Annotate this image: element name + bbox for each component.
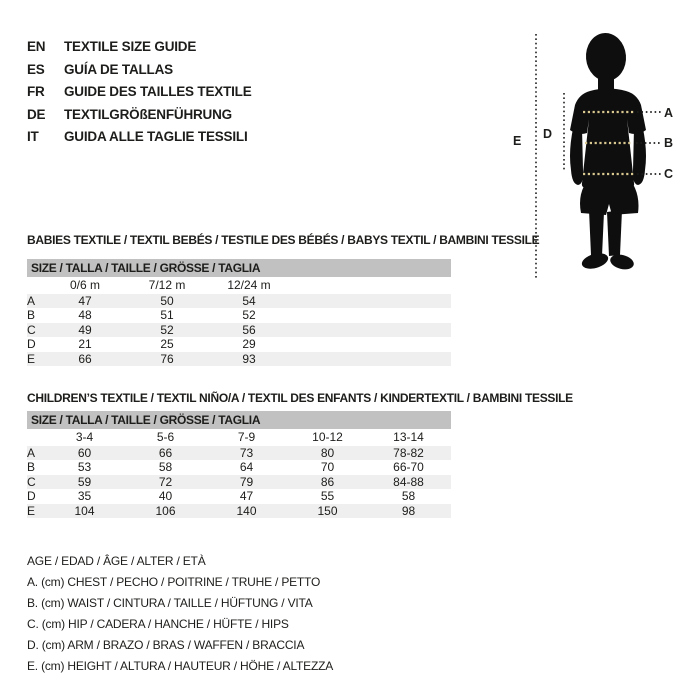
size-value: 79 — [206, 475, 287, 489]
table-row-d — [27, 337, 451, 351]
column-header: 5-6 — [156, 430, 175, 444]
column-header: 13-14 — [393, 430, 424, 444]
filler-cell — [449, 446, 451, 460]
size-value: 150 — [287, 504, 368, 518]
children-section-title: CHILDREN’S TEXTILE / TEXTIL NIÑO/A / TEXTIL DES ENFANTS / KINDERTEXTIL / BAMBINI TESSILE — [27, 391, 573, 405]
language-title-row — [27, 126, 252, 149]
size-value: 93 — [208, 352, 290, 366]
table-row-b — [27, 460, 451, 474]
column-header: 7-9 — [237, 430, 256, 444]
language-title-row — [27, 59, 252, 82]
size-value: 98 — [368, 504, 449, 518]
size-value: 35 — [77, 489, 92, 504]
language-title-row — [27, 81, 252, 104]
legend-item: D. (cm) ARM / BRAZO / BRAS / WAFFEN / BRACCIA — [27, 638, 305, 652]
column-header: 0/6 m — [69, 278, 100, 292]
filler-cell — [290, 352, 451, 366]
left-arm-shape — [570, 124, 583, 185]
row-label: C — [27, 323, 44, 337]
children-size-header-bar: SIZE / TALLA / TAILLE / GRÖSSE / TAGLIA — [27, 411, 451, 429]
legend-item: C. (cm) HIP / CADERA / HANCHE / HÜFTE / HIPS — [27, 617, 289, 631]
language-title: GUÍA DE TALLAS — [64, 61, 173, 77]
children-size-table — [27, 411, 451, 518]
language-code: IT — [27, 129, 39, 144]
filler-column — [449, 429, 451, 446]
size-value: 58 — [401, 489, 416, 504]
row-label: D — [27, 489, 36, 504]
filler-cell — [290, 337, 451, 351]
filler-column — [290, 277, 451, 294]
row-label: E — [27, 504, 44, 518]
row-label: D — [27, 337, 36, 352]
language-code: ES — [27, 61, 45, 77]
size-value: 55 — [320, 489, 335, 504]
size-value: 56 — [208, 323, 290, 337]
size-value: 25 — [160, 337, 174, 352]
size-value: 64 — [239, 460, 254, 475]
size-value: 104 — [44, 504, 125, 518]
column-header: 3-4 — [75, 430, 94, 444]
size-value: 66 — [125, 446, 206, 460]
row-label-column-spacer — [27, 277, 44, 294]
size-value: 29 — [242, 337, 256, 352]
table-row-a — [27, 446, 451, 460]
size-value: 73 — [206, 446, 287, 460]
row-label: E — [27, 352, 44, 366]
table-row-c — [27, 475, 451, 489]
measure-label-b: B — [664, 136, 674, 150]
size-value: 51 — [160, 308, 174, 323]
table-row-e — [27, 504, 451, 518]
table-row-e — [27, 352, 451, 366]
babies-section-title: BABIES TEXTILE / TEXTIL BEBÉS / TESTILE DES BÉBÉS / BABYS TEXTIL / BAMBINI TESSILE — [27, 233, 540, 247]
size-value: 60 — [44, 446, 125, 460]
column-header: 7/12 m — [148, 278, 186, 292]
language-title-row — [27, 104, 252, 127]
filler-cell — [449, 460, 451, 474]
filler-cell — [290, 323, 451, 337]
filler-cell — [290, 308, 451, 322]
legend-item-list — [27, 572, 333, 677]
row-label: B — [27, 460, 36, 475]
babies-size-header-bar: SIZE / TALLA / TAILLE / GRÖSSE / TAGLIA — [27, 259, 451, 277]
right-leg-shape — [607, 210, 622, 256]
child-silhouette — [570, 31, 646, 271]
size-value: 84-88 — [368, 475, 449, 489]
language-title: GUIDE DES TAILLES TEXTILE — [64, 84, 252, 99]
filler-cell — [449, 489, 451, 503]
babies-size-table — [27, 259, 451, 366]
legend-item: E. (cm) HEIGHT / ALTURA / HAUTEUR / HÖHE / ALTEZZA — [27, 659, 334, 673]
measure-label-a: A — [664, 106, 674, 120]
size-value: 66 — [44, 352, 126, 366]
table-row-c — [27, 323, 451, 337]
legend-item: A. (cm) CHEST / PECHO / POITRINE / TRUHE / PETTO — [27, 575, 321, 589]
language-title-list — [27, 36, 252, 149]
column-header-row — [27, 429, 451, 446]
size-value: 40 — [158, 489, 173, 504]
size-value: 140 — [206, 504, 287, 518]
language-title-row — [27, 36, 252, 59]
left-leg-shape — [589, 210, 604, 256]
right-arm-shape — [633, 124, 646, 185]
language-title: TEXTILE SIZE GUIDE — [64, 39, 197, 54]
size-value: 78-82 — [368, 446, 449, 460]
size-value: 59 — [44, 475, 125, 489]
size-value: 49 — [44, 323, 126, 337]
shorts-shape — [580, 186, 639, 215]
language-code: DE — [27, 106, 46, 122]
table-row-b — [27, 308, 451, 322]
language-code: FR — [27, 84, 45, 99]
legend-item: B. (cm) WAIST / CINTURA / TAILLE / HÜFTUNG / VITA — [27, 596, 313, 610]
size-value: 52 — [242, 308, 256, 323]
measurement-legend — [27, 551, 333, 677]
size-value: 106 — [125, 504, 206, 518]
language-title: TEXTILGRÖßENFÜHRUNG — [64, 106, 232, 122]
size-value: 54 — [208, 294, 290, 308]
size-value: 47 — [44, 294, 126, 308]
measure-label-d: D — [543, 127, 553, 141]
row-label: C — [27, 475, 44, 489]
size-value: 80 — [287, 446, 368, 460]
column-header-row — [27, 277, 451, 294]
size-value: 72 — [125, 475, 206, 489]
size-value: 58 — [158, 460, 173, 475]
neck-shape — [598, 66, 614, 92]
column-header: 10-12 — [312, 430, 343, 444]
size-value: 48 — [78, 308, 92, 323]
row-label: B — [27, 308, 36, 323]
size-value: 52 — [126, 323, 208, 337]
table-row-d — [27, 489, 451, 503]
row-label-column-spacer — [27, 429, 44, 446]
children-table — [27, 429, 451, 518]
table-row-a — [27, 294, 451, 308]
size-value: 86 — [287, 475, 368, 489]
legend-age-line: AGE / EDAD / ÂGE / ALTER / ETÀ — [27, 554, 206, 568]
size-value: 53 — [77, 460, 92, 475]
row-label: A — [27, 446, 44, 460]
size-value: 66-70 — [393, 460, 424, 475]
size-value: 76 — [126, 352, 208, 366]
row-label: A — [27, 294, 44, 308]
language-title: GUIDA ALLE TAGLIE TESSILI — [64, 129, 248, 144]
language-code: EN — [27, 39, 46, 54]
babies-table — [27, 277, 451, 366]
filler-cell — [449, 504, 451, 518]
size-value: 70 — [320, 460, 335, 475]
size-value: 21 — [78, 337, 92, 352]
measure-label-e: E — [513, 134, 522, 148]
filler-cell — [449, 475, 451, 489]
filler-cell — [290, 294, 451, 308]
size-value: 47 — [239, 489, 254, 504]
column-header: 12/24 m — [227, 278, 271, 292]
measure-label-c: C — [664, 167, 674, 181]
size-value: 50 — [126, 294, 208, 308]
